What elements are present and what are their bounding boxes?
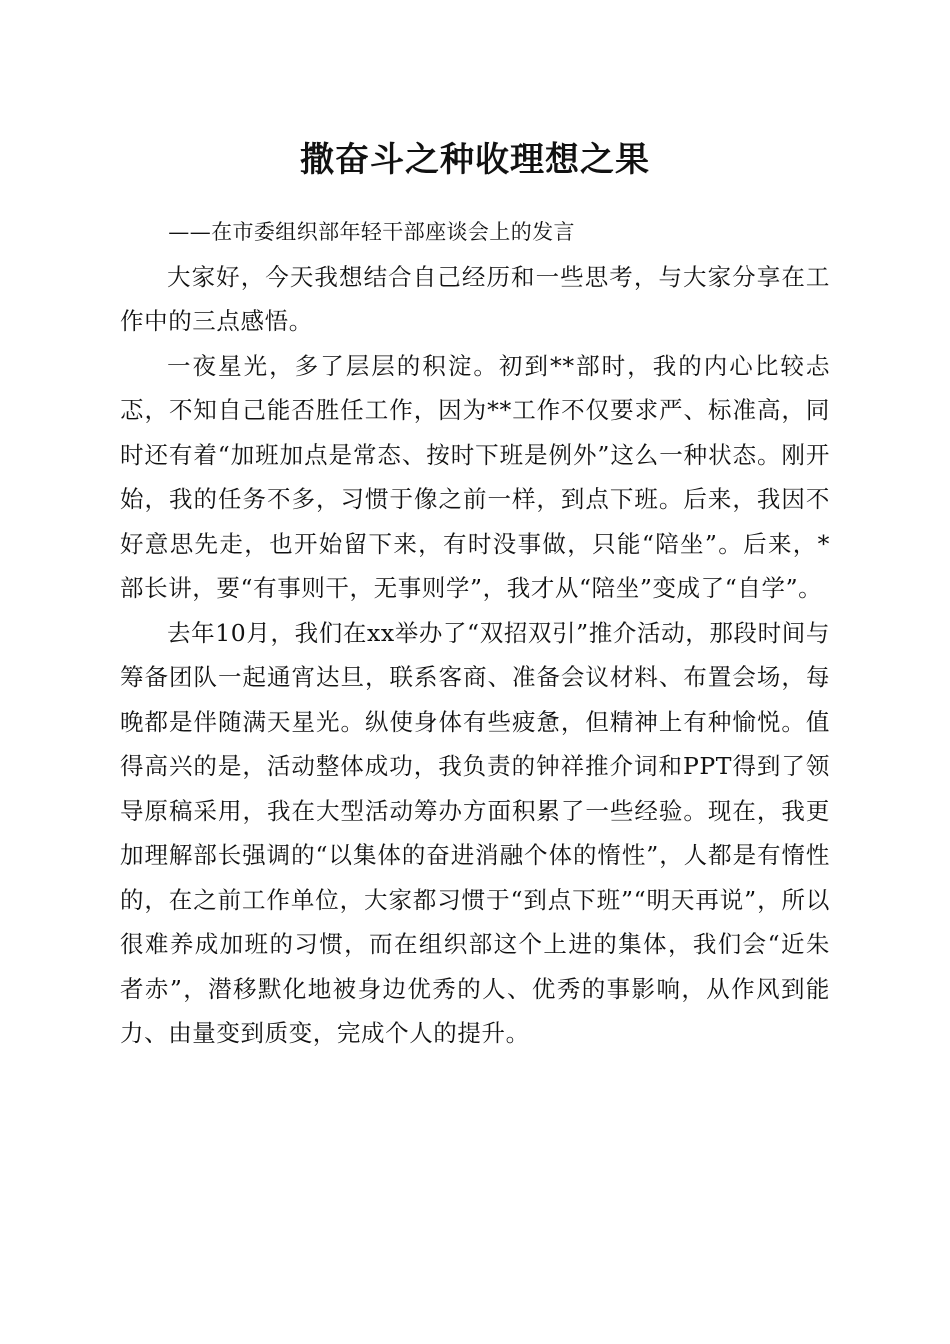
paragraph-greeting: 大家好，今天我想结合自己经历和一些思考，与大家分享在工作中的三点感悟。	[120, 262, 830, 335]
document-body	[120, 210, 830, 1056]
paragraph-event: 去年10月，我们在xx举办了“双招双引”推介活动，那段时间与筹备团队一起通宵达旦，联系客商、准备会议材料、布置会场，每晚都是伴随满天星光。纵使身体有些疲惫，但精神上有种愉悦。值得高兴的是，活动整体成功，我负责的钟祥推介词和PPT得到了领导原稿采用，我在大型活动筹办方面积累了一些经验。现在，我更加理解部长强调的“以集体的奋进消融个体的惰性”，人都是有惰性的，在之前工作单位，大家都习惯于“到点下班”“明天再说”，所以很难养成加班的习惯，而在组织部这个上进的集体，我们会“近朱者赤”，潜移默化地被身边优秀的人、优秀的事影响，从作风到能力、由量变到质变，完成个人的提升。	[120, 618, 830, 1047]
paragraph-starlight: 一夜星光，多了层层的积淀。初到**部时，我的内心比较忐忑，不知自己能否胜任工作，因为**工作不仅要求严、标准高，同时还有着“加班加点是常态、按时下班是例外”这么一种状态。刚开始，我的任务不多，习惯于像之前一样，到点下班。后来，我因不好意思先走，也开始留下来，有时没事做，只能“陪坐”。后来，*部长讲，要“有事则干，无事则学”，我才从“陪坐”变成了“自学”。	[120, 351, 830, 602]
document-subtitle: ——在市委组织部年轻干部座谈会上的发言	[168, 220, 575, 244]
document-title: 撒奋斗之种收理想之果	[300, 140, 650, 180]
